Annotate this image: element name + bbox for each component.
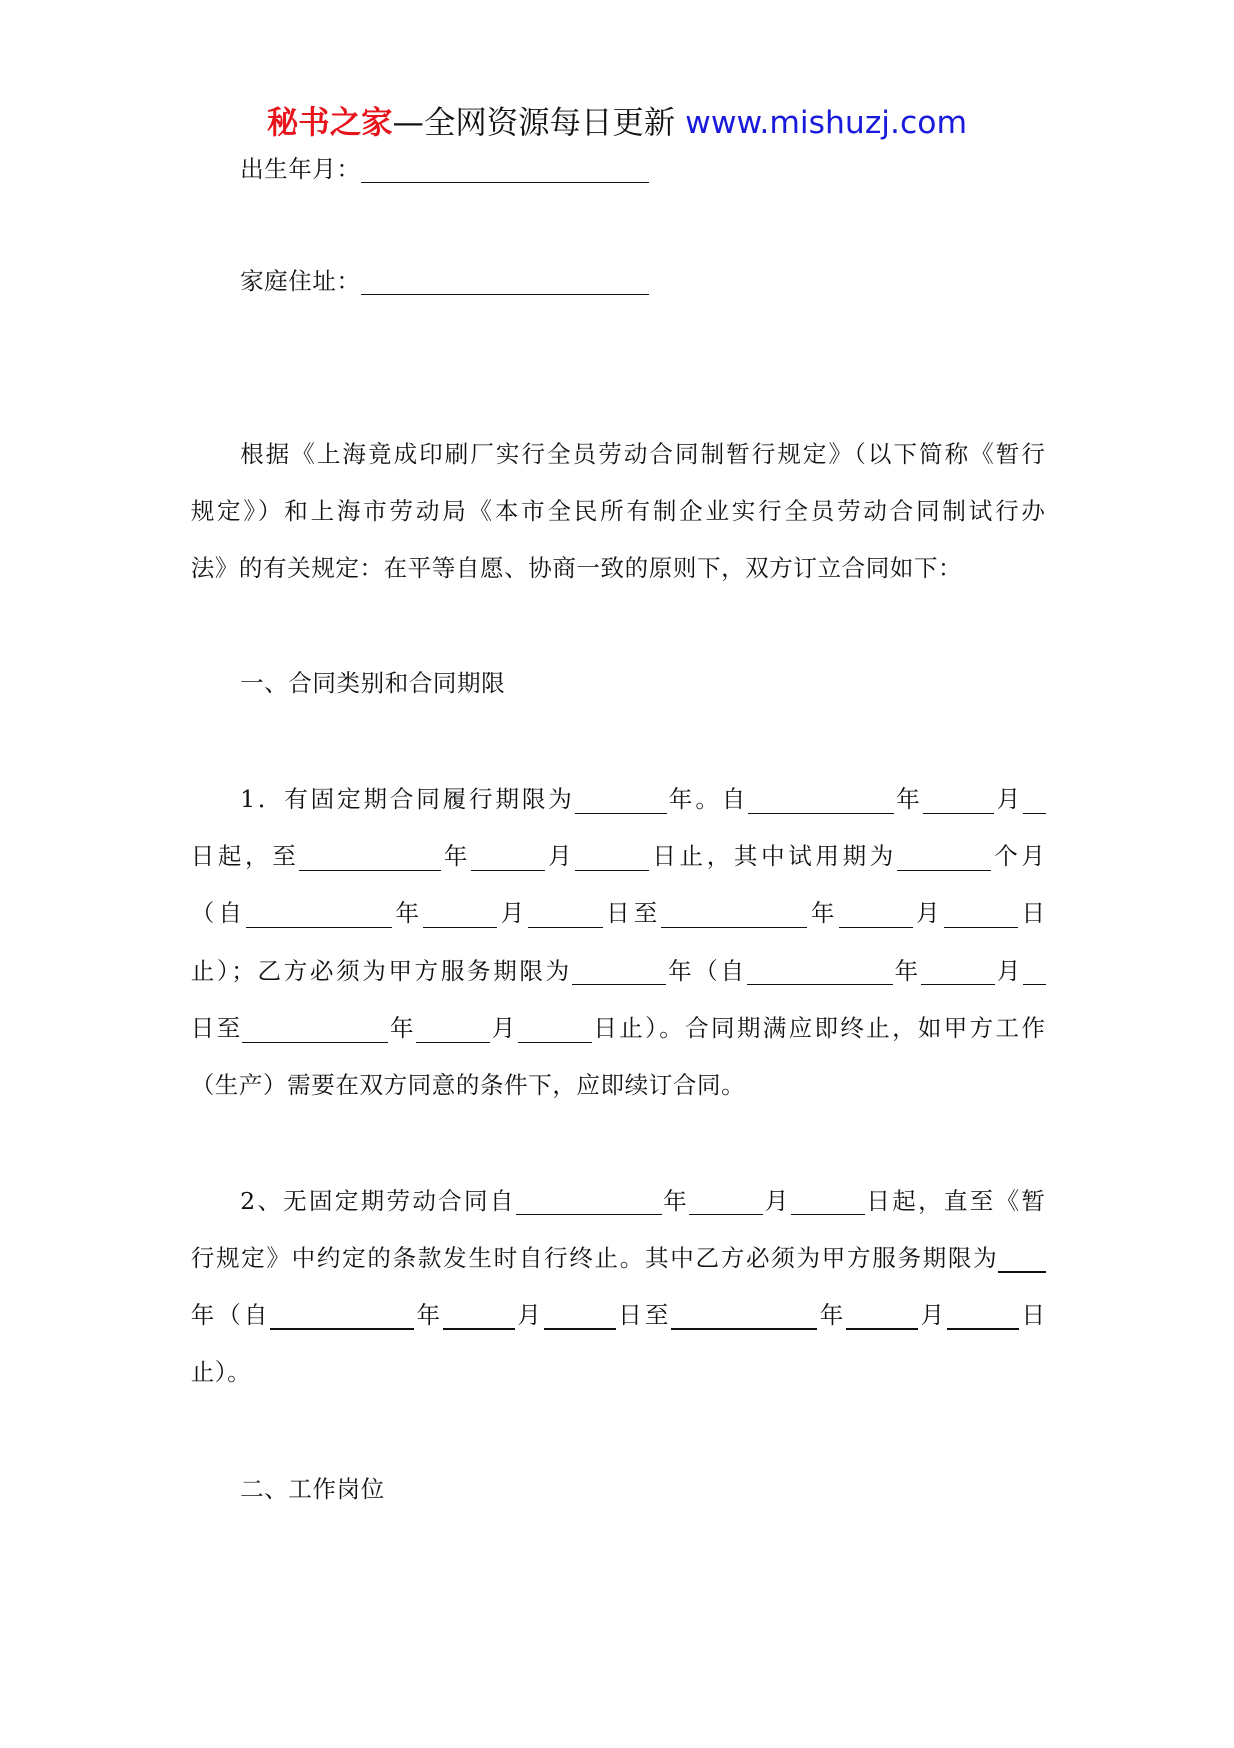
brand-name: 秘书之家 (266, 104, 393, 141)
site-header (0, 101, 1234, 146)
service-start-day-blank[interactable] (1023, 960, 1045, 986)
clause1-text: 个月 (991, 842, 1046, 871)
probation-start-month-blank[interactable] (423, 903, 497, 929)
clause1-text: 日至 (190, 1013, 243, 1042)
clause1-text: 月 (912, 899, 944, 928)
fixed-term-years-blank[interactable] (575, 788, 667, 814)
probation-end-year-blank[interactable] (661, 903, 807, 929)
clause1-text: 月 (497, 899, 529, 928)
clause2-line-1 (240, 1185, 1045, 1219)
clause1-text: 日至 (602, 899, 662, 928)
clause2-text: 日 (1018, 1301, 1046, 1330)
probation-start-year-blank[interactable] (246, 903, 392, 929)
clause1-text: 止）；乙方必须为甲方服务期限为 (190, 956, 572, 985)
clause1-line-6: （生产）需要在双方同意的条件下，应即续订合同。 (190, 1071, 746, 1100)
probation-end-day-blank[interactable] (944, 903, 1018, 929)
intro-line-3: 法》的有关规定：在平等自愿、协商一致的原则下，双方订立合同如下： (190, 553, 963, 582)
open-service-start-day-blank[interactable] (544, 1303, 616, 1330)
clause1-line-5 (191, 1012, 1046, 1046)
clause2-text: 月 (514, 1301, 544, 1330)
site-url[interactable]: www.mishuzj.com (685, 104, 968, 141)
birth-input-line[interactable] (361, 158, 649, 184)
clause1-text: 月 (994, 956, 1024, 985)
clause1-line-4 (191, 955, 1046, 989)
probation-end-month-blank[interactable] (839, 903, 913, 929)
probation-start-day-blank[interactable] (528, 903, 602, 929)
clause1-text: 年 (440, 842, 471, 871)
service-end-year-blank[interactable] (242, 1017, 388, 1043)
clause1-text: 日止）。合同期满应即终止，如甲方工作 (591, 1013, 1046, 1042)
open-start-month-blank[interactable] (689, 1190, 763, 1216)
clause1-text: 月 (545, 842, 576, 871)
section-title-contract-type: 一、合同类别和合同期限 (240, 669, 506, 698)
end-day-blank[interactable] (575, 845, 649, 871)
clause2-text: 年 (661, 1186, 690, 1215)
start-year-blank[interactable] (748, 788, 894, 814)
clause1-text: 日止，其中试用期为 (649, 842, 897, 871)
address-field-row (240, 265, 1045, 299)
clause1-line-1 (240, 783, 1045, 817)
start-month-blank[interactable] (923, 788, 995, 814)
clause1-text: （自 (190, 899, 247, 928)
clause1-text: 年（自 (666, 956, 747, 985)
clause2-line-4: 止）。 (190, 1358, 252, 1387)
clause1-text: 年 (388, 1013, 416, 1042)
clause2-text: 年 (817, 1301, 847, 1330)
clause1-line-2 (191, 840, 1046, 874)
clause1-text: 月 (489, 1013, 518, 1042)
probation-months-blank[interactable] (897, 845, 991, 871)
open-service-years-blank[interactable] (998, 1246, 1045, 1273)
clause1-text: 日起，至 (190, 842, 300, 871)
clause1-text: 年。自 (666, 785, 749, 814)
address-input-line[interactable] (361, 270, 649, 296)
birth-field-row (240, 153, 1045, 187)
header-slogan: —全网资源每日更新 (392, 104, 676, 141)
birth-label: 出生年月： (240, 154, 361, 183)
clause1-text: 1．有固定期合同履行期限为 (240, 785, 575, 814)
open-start-year-blank[interactable] (516, 1190, 662, 1216)
clause1-text: 年 (391, 899, 424, 928)
clause1-text: 年 (807, 899, 839, 928)
address-label: 家庭住址： (240, 266, 361, 295)
clause1-line-3 (191, 897, 1046, 931)
clause1-text: 年 (892, 956, 921, 985)
clause1-text: 年 (893, 785, 923, 814)
intro-line-2: 规定》）和上海市劳动局《本市全民所有制企业实行全员劳动合同制试行办 (190, 496, 1046, 525)
clause2-line-3 (191, 1299, 1046, 1333)
clause2-line-2 (191, 1242, 1046, 1276)
open-service-end-year-blank[interactable] (671, 1303, 817, 1330)
open-service-end-month-blank[interactable] (846, 1303, 918, 1330)
service-years-blank[interactable] (572, 960, 666, 986)
service-end-day-blank[interactable] (518, 1017, 592, 1043)
end-month-blank[interactable] (471, 845, 545, 871)
clause2-text: 年 (414, 1301, 444, 1330)
open-service-end-day-blank[interactable] (947, 1303, 1019, 1330)
clause2-text: 2、无固定期劳动合同自 (240, 1186, 516, 1215)
open-start-day-blank[interactable] (791, 1190, 865, 1216)
service-end-month-blank[interactable] (416, 1017, 490, 1043)
open-service-start-month-blank[interactable] (443, 1303, 515, 1330)
service-start-year-blank[interactable] (747, 960, 893, 986)
clause2-text: 年（自 (190, 1301, 271, 1330)
clause1-text: 日 (1017, 899, 1046, 928)
clause2-text: 日至 (615, 1301, 672, 1330)
section-title-job-position: 二、工作岗位 (240, 1474, 385, 1503)
end-year-blank[interactable] (299, 845, 440, 871)
intro-line-1: 根据《上海竟成印刷厂实行全员劳动合同制暂行规定》（以下简称《暂行 (240, 439, 1046, 468)
service-start-month-blank[interactable] (921, 960, 995, 986)
open-service-start-year-blank[interactable] (270, 1303, 414, 1330)
clause2-text: 日起，直至《暂 (864, 1186, 1046, 1215)
clause1-text: 月 (994, 785, 1024, 814)
start-day-blank[interactable] (1023, 788, 1045, 814)
clause2-text: 月 (763, 1186, 791, 1215)
clause2-text: 行规定》中约定的条款发生时自行终止。其中乙方必须为甲方服务期限为 (190, 1243, 999, 1272)
clause2-text: 月 (918, 1301, 948, 1330)
